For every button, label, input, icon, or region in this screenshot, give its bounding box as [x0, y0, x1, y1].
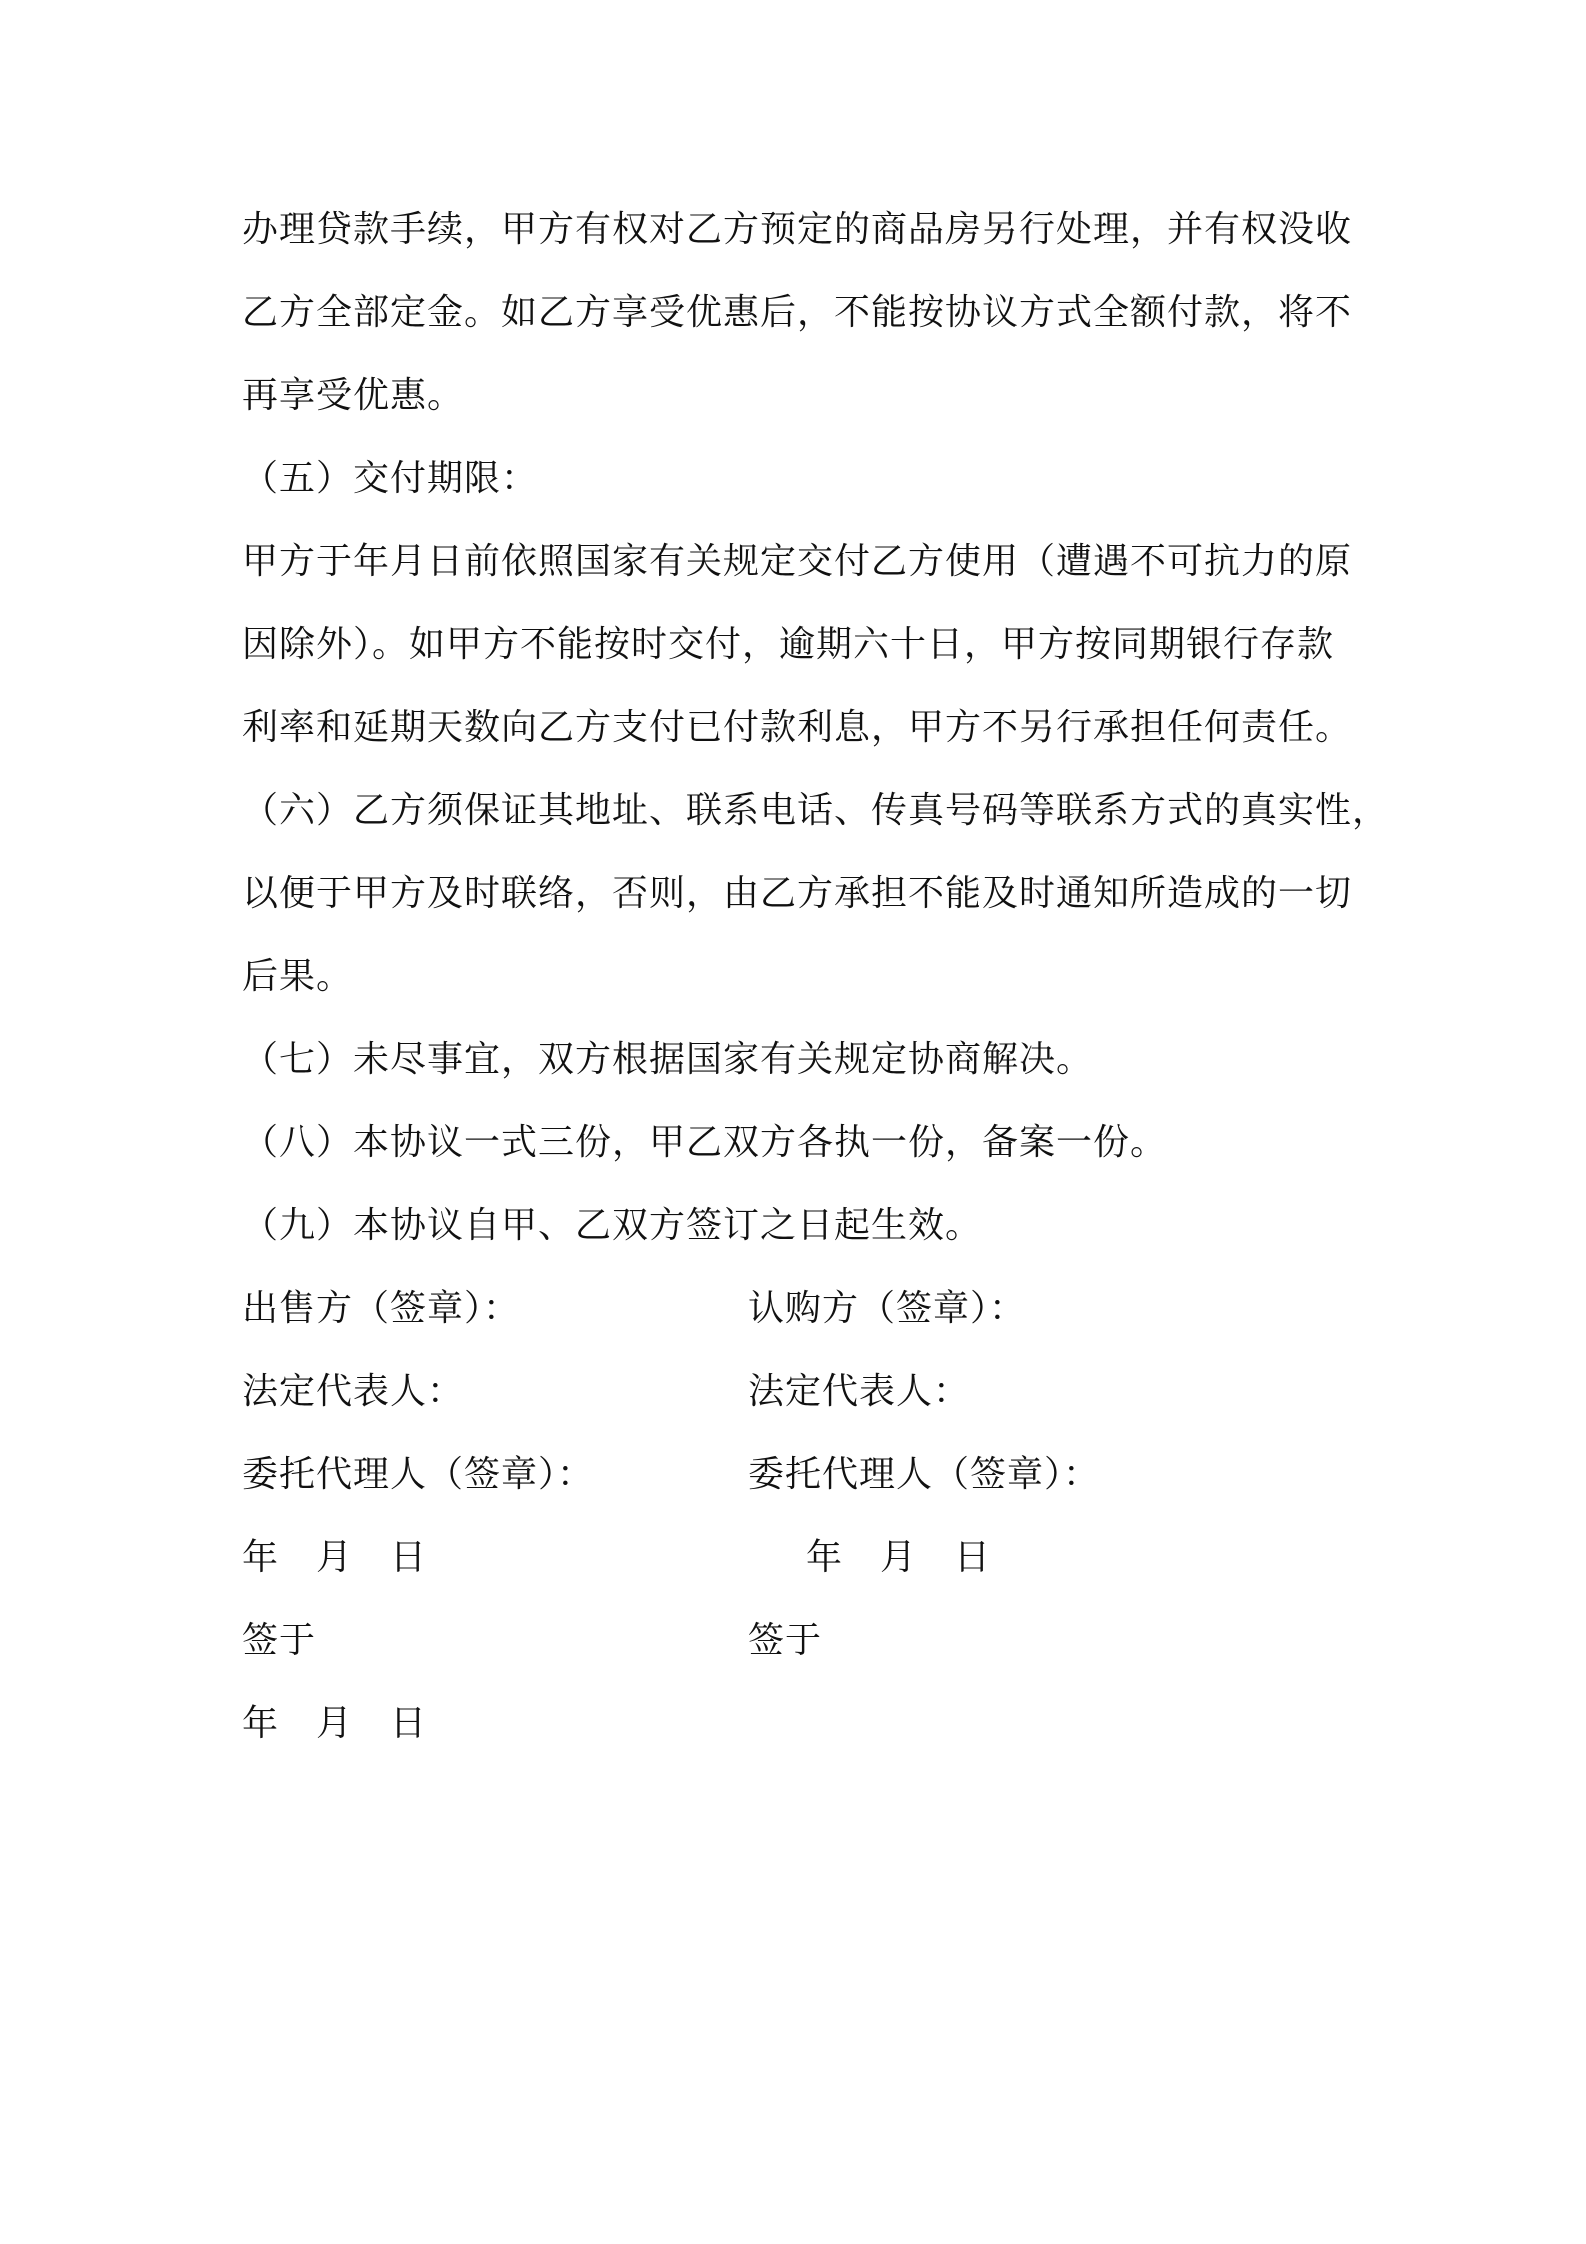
buyer-agent-label: 委托代理人（签章）： — [748, 1454, 1101, 1495]
paragraph-line: 因除外）。如甲方不能按时交付，逾期六十日，甲方按同期银行存款 — [242, 624, 1335, 665]
buyer-signed-at: 签于 — [748, 1620, 823, 1661]
paragraph-line: （八）本协议一式三份，甲乙双方各执一份，备案一份。 — [242, 1122, 1168, 1163]
paragraph-line: 甲方于年月日前依照国家有关规定交付乙方使用（遭遇不可抗力的原 — [242, 541, 1353, 582]
seller-agent-label: 委托代理人（签章）： — [242, 1454, 595, 1495]
buyer-date: 年 月 日 — [806, 1537, 992, 1578]
paragraph-line: （六）乙方须保证其地址、联系电话、传真号码等联系方式的真实性， — [242, 790, 1390, 831]
seller-party-label: 出售方（签章）： — [242, 1288, 521, 1329]
paragraph-line: 利率和延期天数向乙方支付已付款利息，甲方不另行承担任何责任。 — [242, 707, 1353, 748]
paragraph-line: 后果。 — [242, 956, 354, 997]
paragraph-line: （九）本协议自甲、乙双方签订之日起生效。 — [242, 1205, 983, 1246]
paragraph-line: 办理贷款手续，甲方有权对乙方预定的商品房另行处理，并有权没收 — [242, 209, 1353, 250]
paragraph-line: 以便于甲方及时联络，否则，由乙方承担不能及时通知所造成的一切 — [242, 873, 1353, 914]
paragraph-line: 再享受优惠。 — [242, 375, 465, 416]
paragraph-line: （七）未尽事宜，双方根据国家有关规定协商解决。 — [242, 1039, 1094, 1080]
seller-date-2: 年 月 日 — [242, 1703, 428, 1744]
section-heading: （五）交付期限： — [242, 458, 539, 499]
buyer-party-label: 认购方（签章）： — [748, 1288, 1027, 1329]
seller-date: 年 月 日 — [242, 1537, 428, 1578]
seller-signed-at: 签于 — [242, 1620, 317, 1661]
buyer-legal-rep-label: 法定代表人： — [748, 1371, 971, 1412]
paragraph-line: 乙方全部定金。如乙方享受优惠后，不能按协议方式全额付款，将不 — [242, 292, 1353, 333]
seller-legal-rep-label: 法定代表人： — [242, 1371, 465, 1412]
